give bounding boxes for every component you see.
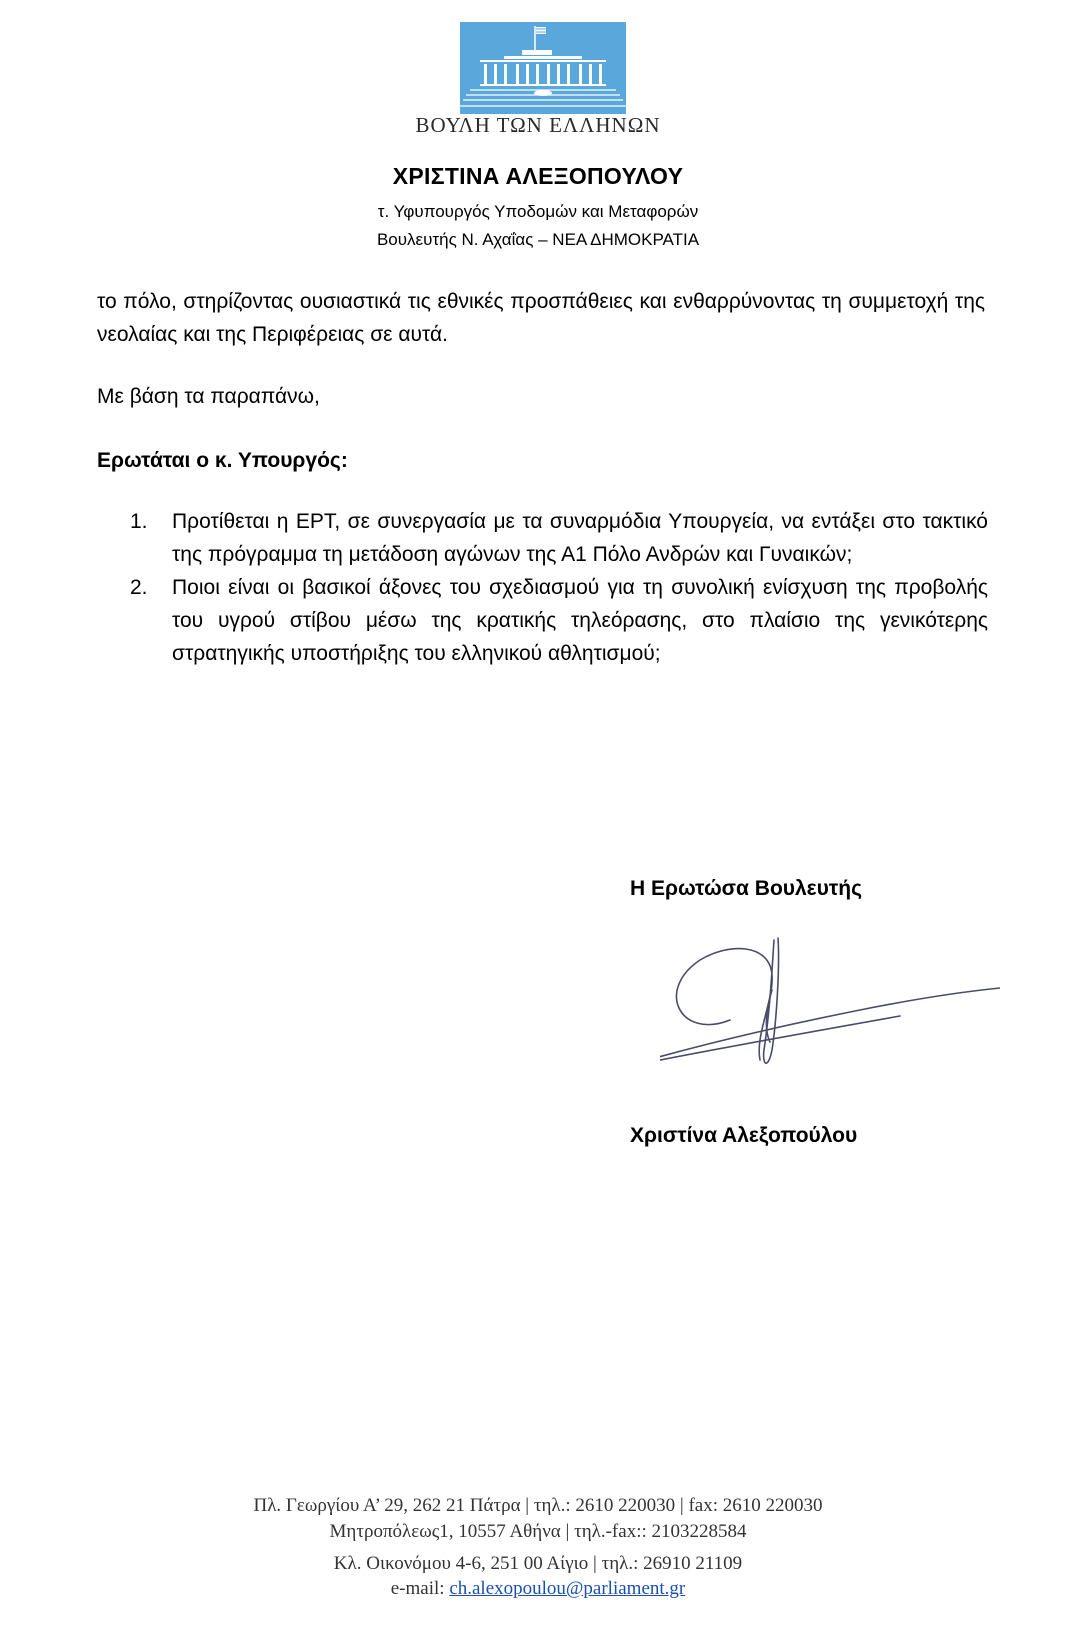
footer-address-aigio: Κλ. Οικονόμου 4-6, 251 00 Αίγιο | τηλ.: 26910 21109	[333, 1553, 743, 1574]
mp-constituency: Βουλευτής Ν. Αχαΐας – ΝΕΑ ΔΗΜΟΚΡΑΤΙΑ	[376, 230, 700, 249]
list-item	[130, 505, 988, 571]
footer-address-athens: Μητροπόλεως1, 10557 Αθήνα | τηλ.-fax:: 2103228584	[329, 1521, 747, 1542]
signature-label: Η Ερωτώσα Βουλευτής	[630, 877, 862, 900]
email-label: e-mail:	[390, 1578, 450, 1599]
list-number: 2.	[130, 576, 148, 599]
mp-title: τ. Υφυπουργός Υποδομών και Μεταφορών	[377, 202, 699, 221]
question-text: Ποιοι είναι οι βασικοί άξονες του σχεδιασμού για τη συνολική ενίσχυση της προβολής του υγρού στίβου μέσω της κρατικής τηλεόρασης, στο πλαίσιο της γενικότερης στρατηγικής υποστήριξης του ελληνικού αθλητισμού;	[172, 576, 988, 665]
footer-email-line	[0, 1578, 1076, 1600]
list-number: 1.	[130, 510, 148, 533]
question-text: Προτίθεται η ΕΡΤ, σε συνεργασία με τα συναρμόδια Υπουργεία, να εντάξει στο τακτικό της πρόγραμμα τη μετάδοση αγώνων της Α1 Πόλο Ανδρών και Γυναικών;	[172, 510, 988, 566]
parliament-wordmark: ΒΟΥΛΗ ΤΩΝ ΕΛΛΗΝΩΝ	[415, 113, 661, 137]
footer-address-patras: Πλ. Γεωργίου Α’ 29, 262 21 Πάτρα | τηλ.: 2610 220030 | fax: 2610 220030	[253, 1495, 823, 1516]
questions-list	[130, 505, 988, 670]
mp-name: ΧΡΙΣΤΙΝΑ ΑΛΕΞΟΠΟΥΛΟΥ	[392, 163, 684, 189]
signatory-name: Χριστίνα Αλεξοπούλου	[630, 1124, 858, 1147]
handwritten-signature	[660, 930, 1000, 1090]
body-paragraph: Με βάση τα παραπάνω,	[97, 385, 320, 408]
body-paragraph: το πόλο, στηρίζοντας ουσιαστικά τις εθνικές προσπάθειες και ενθαρρύνοντας τη συμμετοχή της νεολαίας και της Περιφέρειας σε αυτά.	[97, 290, 985, 346]
list-item	[130, 571, 988, 670]
question-heading: Ερωτάται ο κ. Υπουργός:	[97, 449, 348, 472]
email-link[interactable]: ch.alexopoulou@parliament.gr	[449, 1578, 686, 1599]
